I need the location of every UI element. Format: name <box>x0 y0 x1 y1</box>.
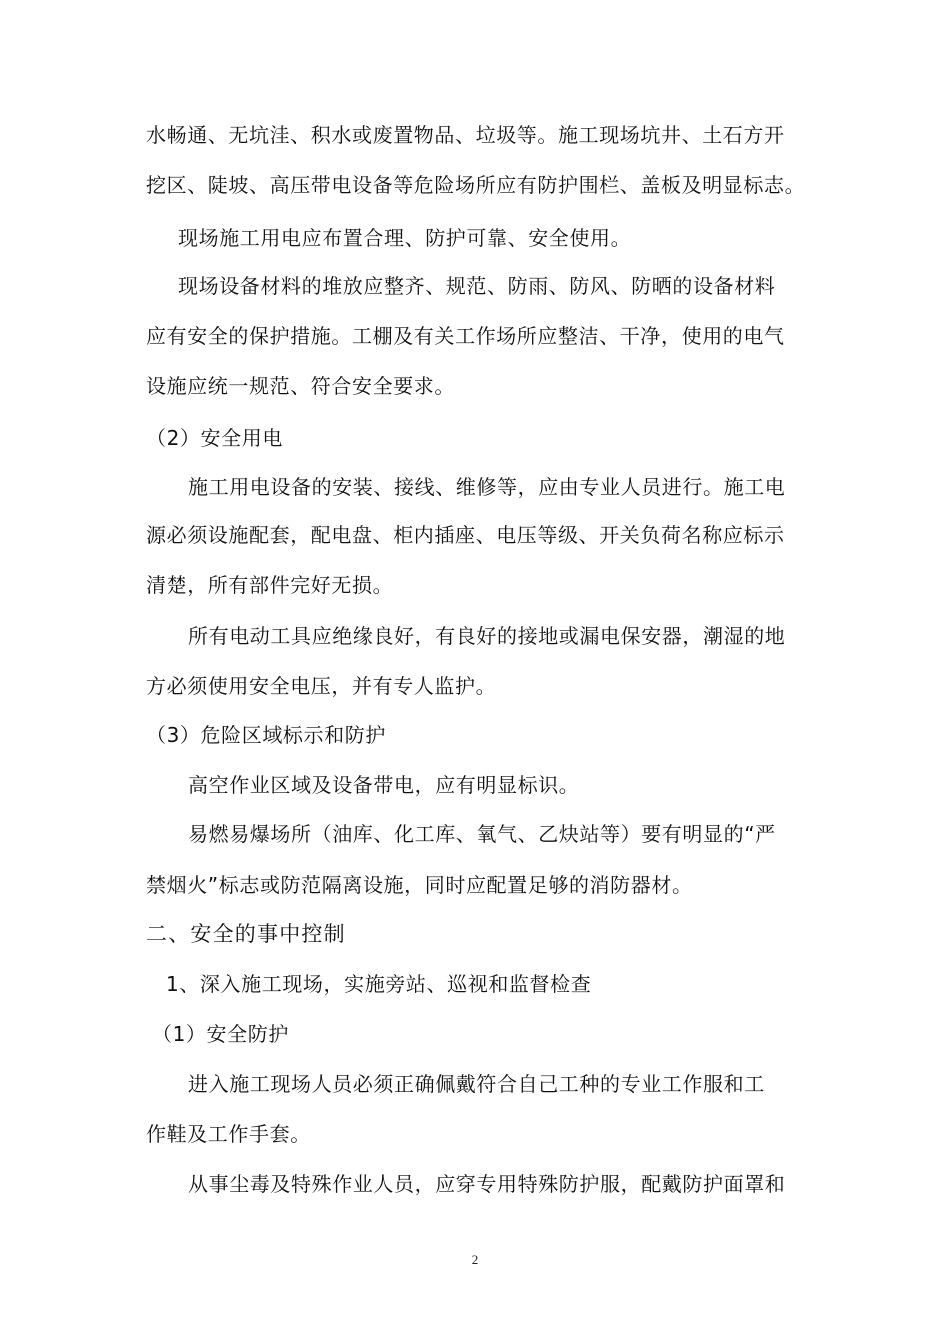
section-heading: （2）安全用电 <box>146 426 283 450</box>
body-text-line: 作鞋及工作手套。 <box>146 1122 311 1146</box>
body-text-line: 挖区、陡坡、高压带电设备等危险场所应有防护围栏、盖板及明显标志。 <box>146 173 806 197</box>
body-text-line: 易燃易爆场所（油库、化工库、氧气、乙炔站等）要有明显的“严 <box>188 822 776 846</box>
body-text-line: 水畅通、无坑洼、积水或废置物品、垃圾等。施工现场坑井、土石方开 <box>146 123 785 147</box>
body-text-line: 所有电动工具应绝缘良好，有良好的接地或漏电保安器，潮湿的地 <box>188 624 786 648</box>
body-text-line: 方必须使用安全电压，并有专人监护。 <box>146 674 497 698</box>
body-text-line: 设施应统一规范、符合安全要求。 <box>146 374 455 398</box>
body-text-line: 从事尘毒及特殊作业人员，应穿专用特殊防护服，配戴防护面罩和 <box>188 1172 786 1196</box>
section-heading: （3）危险区域标示和防护 <box>146 723 386 747</box>
chapter-heading: 二、安全的事中控制 <box>146 922 346 946</box>
body-text-line: 清楚，所有部件完好无损。 <box>146 573 394 597</box>
body-text-line: 现场施工用电应布置合理、防护可靠、安全使用。 <box>178 226 632 250</box>
body-text-line: 源必须设施配套，配电盘、柜内插座、电压等级、开关负荷名称应标示 <box>146 523 785 547</box>
body-text-line: 应有安全的保护措施。工棚及有关工作场所应整洁、干净，使用的电气 <box>146 324 785 348</box>
body-text-line: 现场设备材料的堆放应整齐、规范、防雨、防风、防晒的设备材料 <box>178 274 776 298</box>
subsection-heading: 1、深入施工现场，实施旁站、巡视和监督检查 <box>166 972 592 996</box>
body-text-line: 施工用电设备的安装、接线、维修等，应由专业人员进行。施工电 <box>188 475 786 499</box>
page-number: 2 <box>471 1252 479 1267</box>
body-text-line: 禁烟火”标志或防范隔离设施，同时应配置足够的消防器材。 <box>146 873 693 897</box>
section-heading: （1）安全防护 <box>152 1022 289 1046</box>
body-text-line: 高空作业区域及设备带电，应有明显标识。 <box>188 773 580 797</box>
body-text-line: 进入施工现场人员必须正确佩戴符合自己工种的专业工作服和工 <box>188 1072 765 1096</box>
